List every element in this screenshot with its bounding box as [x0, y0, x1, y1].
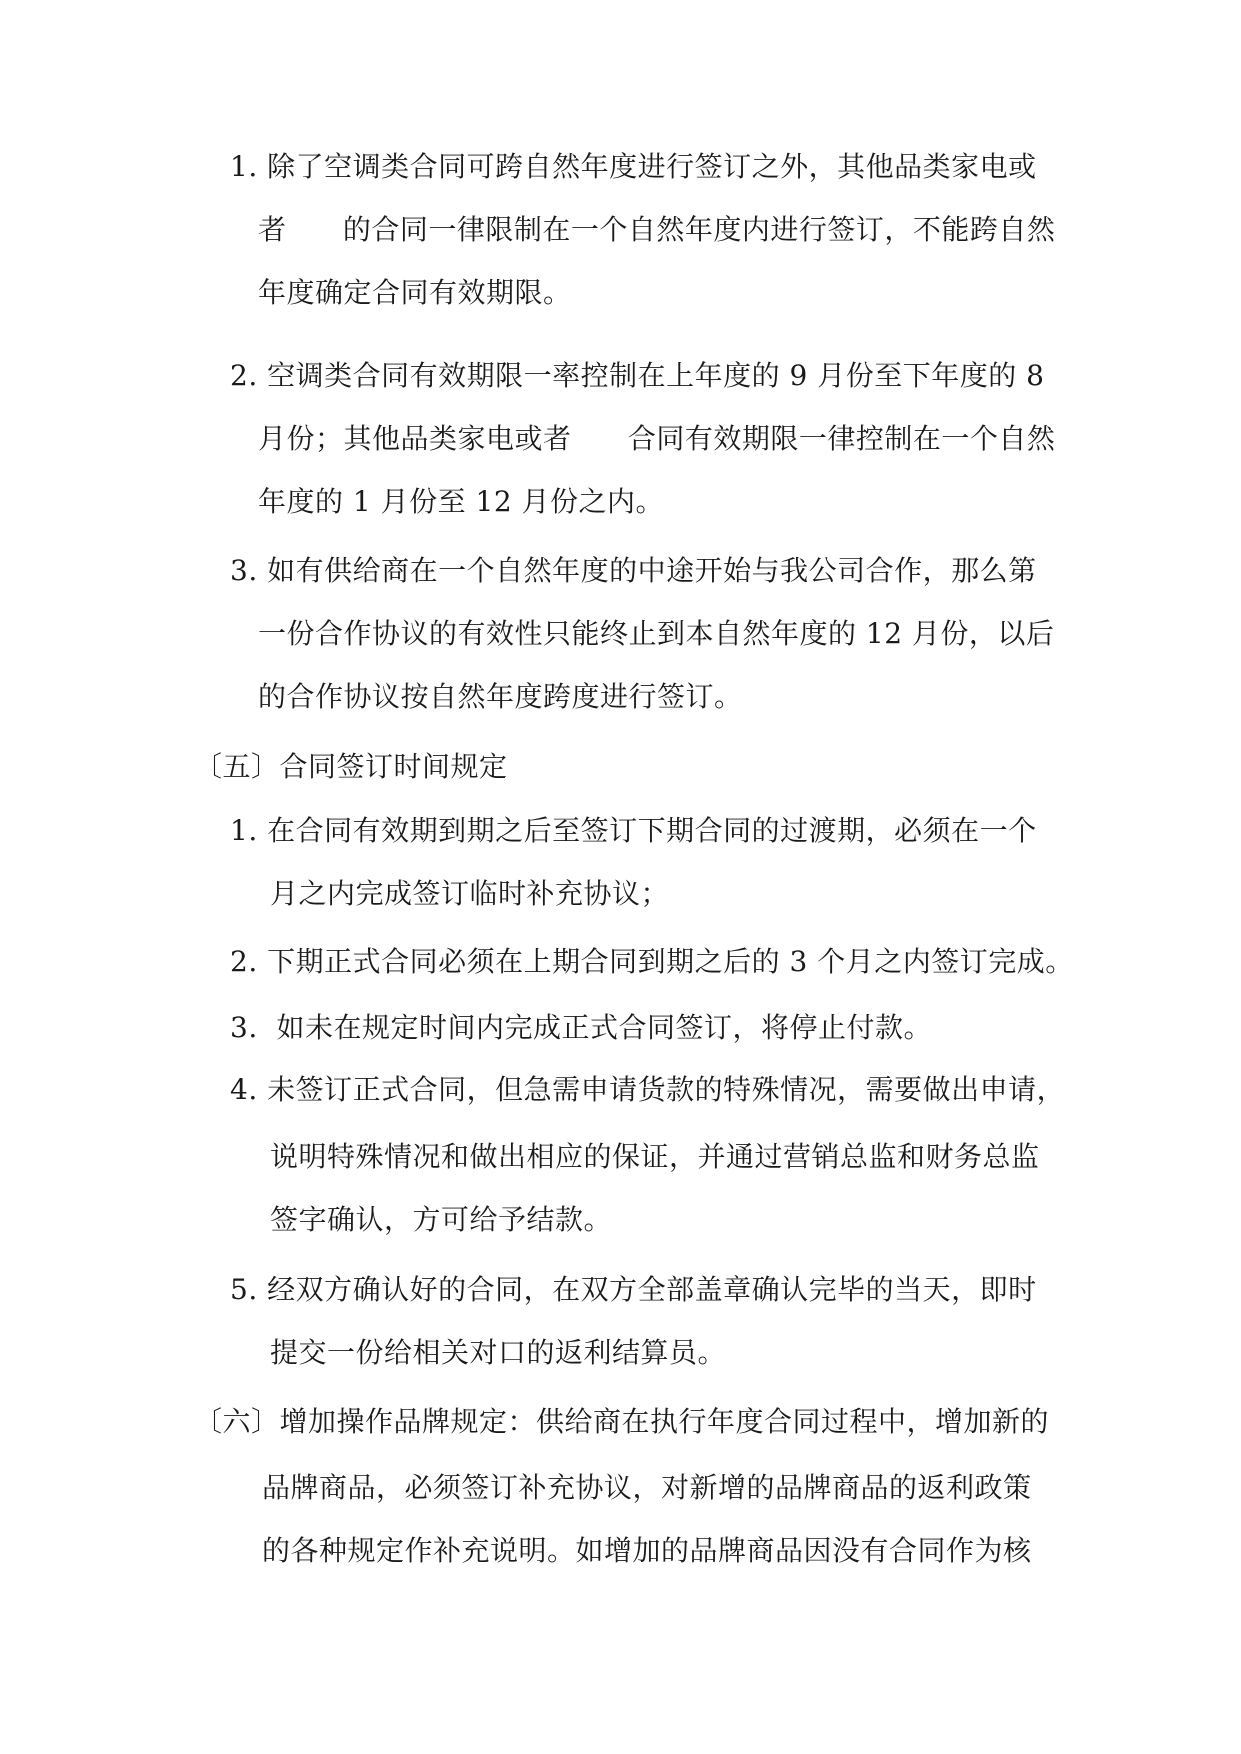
text-line: 5. 经双方确认好的合同，在双方全部盖章确认完毕的当天，即时 [230, 1273, 1037, 1306]
text-line: 的各种规定作补充说明。如增加的品牌商品因没有合同作为核 [262, 1534, 1032, 1567]
text-line: 月之内完成签订临时补充协议； [270, 877, 670, 910]
text-line: 年度的 1 月份至 12 月份之内。 [258, 485, 665, 518]
section-heading: 〔六〕增加操作品牌规定：供给商在执行年度合同过程中，增加新的 [194, 1405, 1050, 1438]
text-line: 3. 如有供给商在一个自然年度的中途开始与我公司合作，那么第 [230, 554, 1037, 587]
text-line: 1. 在合同有效期到期之后至签订下期合同的过渡期，必须在一个 [230, 814, 1037, 847]
text-line: 提交一份给相关对口的返利结算员。 [270, 1336, 727, 1369]
text-line: 品牌商品，必须签订补充协议，对新增的品牌商品的返利政策 [262, 1471, 1032, 1504]
text-line: 签字确认，方可给予结款。 [270, 1203, 613, 1236]
text-line: 者 的合同一律限制在一个自然年度内进行签订，不能跨自然 [258, 213, 1056, 246]
text-line: 月份；其他品类家电或者 合同有效期限一律控制在一个自然 [258, 422, 1056, 455]
text-line: 说明特殊情况和做出相应的保证，并通过营销总监和财务总监 [270, 1140, 1040, 1173]
text-line: 4. 未签订正式合同，但急需申请货款的特殊情况，需要做出申请， [230, 1073, 1066, 1106]
text-line: 1. 除了空调类合同可跨自然年度进行签订之外，其他品类家电或 [230, 150, 1037, 183]
text-line: 3. 如未在规定时间内完成正式合同签订，将停止付款。 [230, 1011, 933, 1044]
text-line: 的合作协议按自然年度跨度进行签订。 [258, 680, 743, 713]
text-line: 2. 下期正式合同必须在上期合同到期之后的 3 个月之内签订完成。 [230, 945, 1074, 978]
text-line: 年度确定合同有效期限。 [258, 276, 572, 309]
section-heading: 〔五〕合同签订时间规定 [194, 750, 508, 783]
text-line: 一份合作协议的有效性只能终止到本自然年度的 12 月份，以后 [258, 617, 1055, 650]
text-line: 2. 空调类合同有效期限一率控制在上年度的 9 月份至下年度的 8 [230, 359, 1045, 392]
